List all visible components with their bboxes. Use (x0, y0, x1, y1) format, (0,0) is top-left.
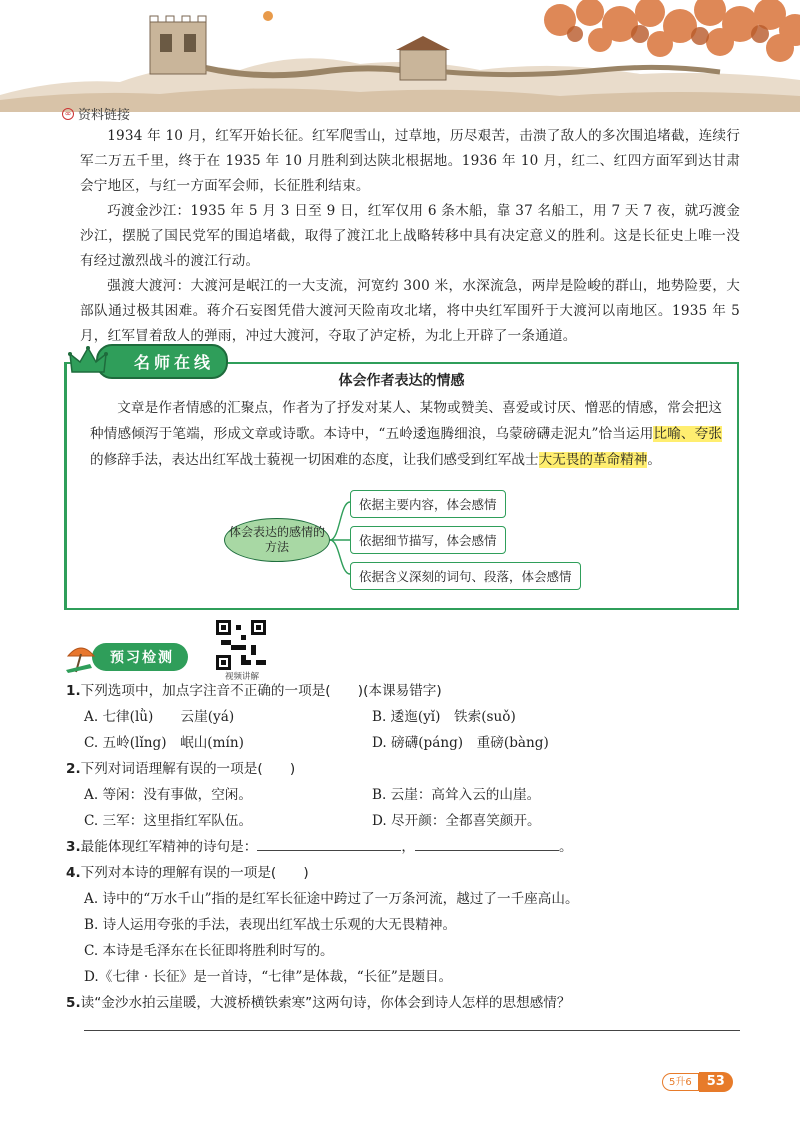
option-2d[interactable]: D. 尽开颜：全都喜笑颜开。 (372, 813, 541, 829)
paragraph-long-march: 1934 年 10 月，红军开始长征。红军爬雪山，过草地，历尽艰苦，击溃了敌人的多次围追堵截，连续行军二万五千里，终于在 1935 年 10 月胜利到达陕北根据地。1936 年 10 月，红二、红四方面军到达甘肃会宁地区，与红一方面军会师，长征胜利结束。 (80, 128, 740, 194)
paragraph-dadu-river: 强渡大渡河：大渡河是岷江的一大支流，河宽约 300 米，水深流急，两岸是险峻的群山，地势险要，大部队通过极其困难。蒋介石妄图凭借大渡河天险南攻北堵，将中央红军围歼于大渡河以南地区。1935 年 5 月，红军冒着敌人的弹雨，冲过大渡河，夺取了泸定桥，为北上开辟了一条通道。 (80, 278, 740, 344)
question-2 (66, 758, 295, 780)
great-wall-banner (0, 0, 800, 112)
mindmap-branch-main-content: 依据主要内容，体会感情 (350, 490, 506, 518)
teacher-box-text (90, 395, 722, 473)
option-4b[interactable]: B. 诗人运用夸张的手法，表现出红军战士乐观的大无畏精神。 (84, 917, 457, 933)
question-text: 下列对本诗的理解有误的一项是( ) (80, 865, 309, 881)
page-number: 53 (699, 1072, 733, 1092)
qr-label: 视频讲解 (224, 672, 259, 682)
separator: ， (401, 839, 415, 855)
qr-code-icon[interactable] (216, 620, 266, 670)
answer-line[interactable] (84, 1030, 740, 1031)
preview-check-header (64, 640, 188, 674)
question-text: 下列对词语理解有误的一项是( ) (80, 761, 296, 777)
question-number: 3. (66, 839, 81, 855)
question-number: 5. (66, 995, 81, 1011)
question-number: 2. (66, 761, 81, 777)
mindmap-branch-sentences: 依据含义深刻的词句、段落，体会感情 (350, 562, 581, 590)
beach-umbrella-icon (64, 640, 98, 674)
option-1c[interactable]: C. 五岭(lǐng) 岷山(mín) (84, 735, 244, 751)
teacher-text-part-3: 。 (647, 452, 661, 468)
period: 。 (558, 839, 573, 855)
answer-blank-1[interactable] (257, 837, 401, 851)
option-4d[interactable]: D.《七律 · 长征》是一首诗，“七律”是体裁，“长征”是题目。 (84, 969, 453, 985)
option-4a[interactable]: A. 诗中的“万水千山”指的是红军长征途中跨过了一万条河流，越过了一千座高山。 (84, 891, 579, 907)
mindmap-branch-detail: 依据细节描写，体会感情 (350, 526, 506, 554)
option-1b[interactable]: B. 逶迤(yǐ) 铁索(suǒ) (372, 709, 516, 725)
option-2b[interactable]: B. 云崖：高耸入云的山崖。 (372, 787, 541, 803)
section-title: 资料链接 (78, 108, 131, 123)
crown-icon (68, 344, 108, 378)
option-4c[interactable]: C. 本诗是毛泽东在长征即将胜利时写的。 (84, 943, 334, 959)
teacher-text-part-1: 文章是作者情感的汇聚点，作者为了抒发对某人、某物或赞美、喜爱或讨厌、憎恶的情感，常会把这种情感倾泻于笔端，形成文章或诗歌。本诗中，“五岭逶迤腾细浪，乌蒙磅礴走泥丸”恰当运用 (90, 400, 722, 442)
teacher-box-title: 体会作者表达的情感 (338, 373, 465, 389)
chain-link-icon: ∞ (62, 108, 74, 120)
option-2a[interactable]: A. 等闲：没有事做，空闲。 (84, 787, 252, 803)
question-3 (66, 836, 573, 858)
teacher-text-part-2: 的修辞手法，表达出红军战士藐视一切困难的态度，让我们感受到红军战士 (90, 452, 539, 468)
teacher-online-title: 名师在线 (96, 344, 228, 379)
question-1 (66, 680, 442, 702)
option-2c[interactable]: C. 三军：这里指红军队伍。 (84, 813, 253, 829)
answer-blank-2[interactable] (415, 837, 559, 851)
question-5 (66, 992, 571, 1014)
option-1a[interactable]: A. 七律(lǜ) 云崖(yá) (84, 709, 235, 725)
question-number: 4. (66, 865, 81, 881)
page-number-badge (662, 1072, 733, 1092)
data-link-section (62, 104, 130, 123)
question-text: 下列选项中，加点字注音不正确的一项是( )(本课易错字) (80, 683, 442, 699)
preview-check-title: 预习检测 (92, 643, 188, 671)
question-text: 最能体现红军精神的诗句是： (80, 839, 258, 855)
question-4 (66, 862, 309, 884)
mindmap-center-node: 体会表达的感情的方法 (224, 518, 330, 562)
question-number: 1. (66, 683, 81, 699)
highlight-rhetoric: 比喻、夸张 (653, 426, 722, 442)
highlight-revolutionary-spirit: 大无畏的革命精神 (538, 452, 648, 468)
option-1d[interactable]: D. 磅礴(páng) 重磅(bàng) (372, 735, 549, 751)
grade-label: 5升6 (662, 1073, 699, 1091)
paragraph-jinsha-river: 巧渡金沙江：1935 年 5 月 3 日至 9 日，红军仅用 6 条木船，靠 37 名船工，用 7 天 7 夜，就巧渡金沙江，摆脱了国民党军的围追堵截，取得了渡江北上战略转移中具有决定意义的胜利。这是长征史上唯一没有经过激烈战斗的渡江行动。 (80, 203, 740, 269)
question-text: 读“金沙水拍云崖暖，大渡桥横铁索寒”这两句诗，你体会到诗人怎样的思想感情？ (80, 995, 571, 1011)
method-mindmap (210, 482, 630, 590)
